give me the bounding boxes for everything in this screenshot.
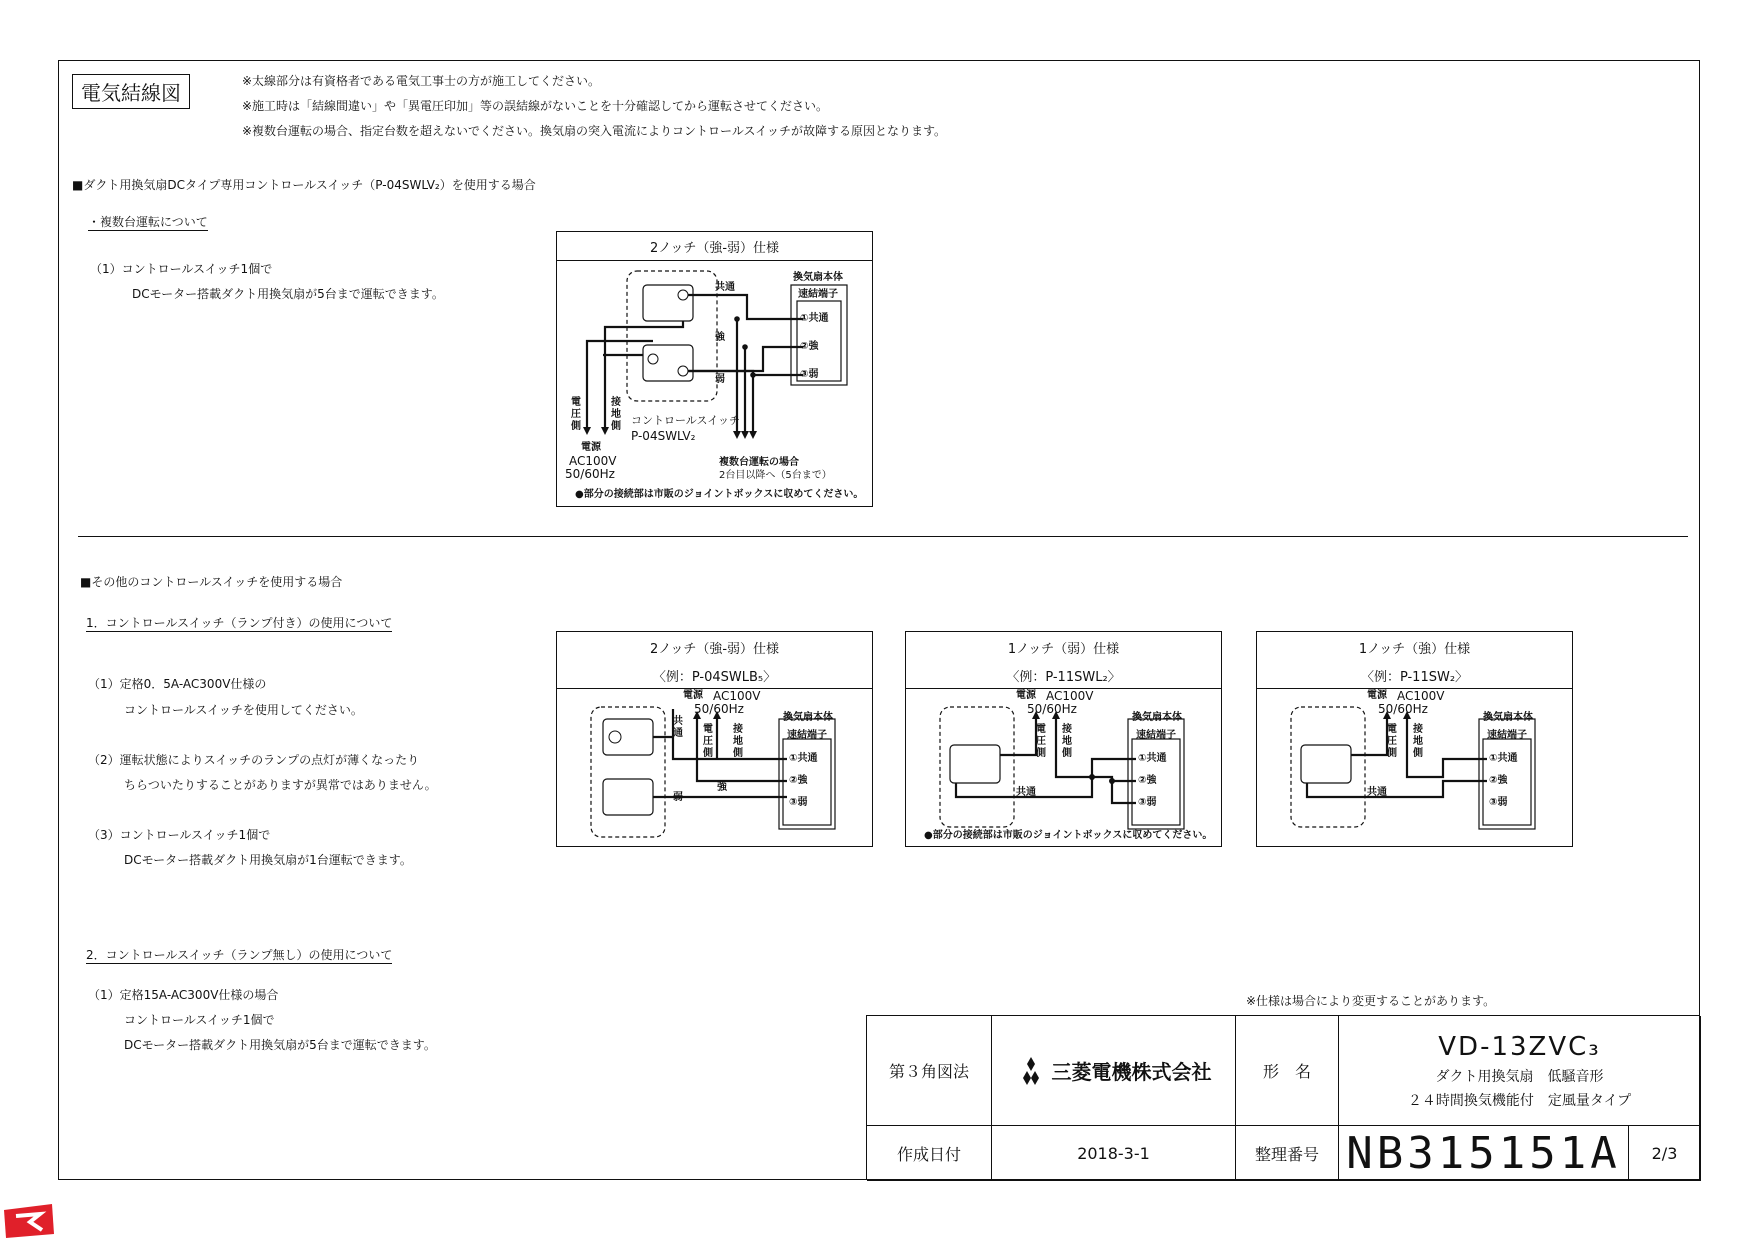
section-divider [78,536,1688,537]
note-1: ※太線部分は有資格者である電気工事士の方が施工してください。 [242,74,601,88]
mitsubishi-logo-icon [1016,1057,1046,1085]
s2-item1-5: （3）コントロールスイッチ1個で [88,828,271,842]
note-3: ※複数台運転の場合、指定台数を超えないでください。換気扇の突入電流によりコントロールスイッチが故障する原因となります。 [242,124,947,138]
d1-voltage-side: 電圧側 [571,397,581,432]
diagram-a [556,631,873,847]
d1-line-weak: 弱 [715,374,725,385]
da-term: 速結端子 [787,730,827,741]
title-block [866,1015,1700,1180]
d1-multi1: 複数台運転の場合 [719,457,799,468]
s2-item2-2: コントロールスイッチ1個で [124,1013,275,1027]
dc-t2: ②強 [1489,775,1508,786]
diagram-b-header2: 〈例：P-11SWL₂〉 [1006,670,1121,685]
s2-item1-3: （2）運転状態によりスイッチのランプの点灯が薄くなったり [88,753,420,767]
db-note: ●部分の接続部は市販のジョイントボックスに収めてください。 [924,830,1213,841]
da-strong: 強 [717,782,727,793]
da-hz: 50/60Hz [694,702,744,716]
d1-power: 電源 [581,442,601,453]
dc-hz: 50/60Hz [1378,702,1428,716]
s2-item1-4: ちらついたりすることがありますが異常ではありません。 [124,778,437,792]
dc-gside: 接地側 [1413,724,1423,759]
da-t1: ①共通 [789,753,818,764]
projection: 第３角図法 [888,1062,969,1081]
d1-t1: ①共通 [800,313,829,324]
s2-item1-2: コントロールスイッチを使用してください。 [124,703,363,717]
drawing-number: NB315151A [1346,1127,1621,1179]
projection-cell [867,1016,992,1126]
diagram-main [556,231,873,507]
model-desc-1: ダクト用換気扇 低騒音形 [1435,1068,1604,1085]
db-t3: ③弱 [1138,797,1157,808]
spec-note: ※仕様は場合により変更することがあります。 [1246,994,1496,1008]
db-power: 電源 [1016,690,1036,701]
number-label-cell [1236,1126,1339,1181]
d1-line-common: 共通 [715,282,735,293]
dc-t1: ①共通 [1489,753,1518,764]
d1-note: ●部分の接続部は市販のジョイントボックスに収めてください。 [575,489,864,500]
da-ac: AC100V [713,689,761,703]
page-cell [1629,1126,1701,1181]
d1-ac: AC100V [569,454,617,468]
diagram-c-header1: 1ノッチ（強）仕様 [1358,642,1471,657]
s2-item2-3: DCモーター搭載ダクト用換気扇が5台まで運転できます。 [124,1038,436,1052]
dc-t3: ③弱 [1489,797,1508,808]
date-label: 作成日付 [896,1144,961,1164]
section2-title: ■その他のコントロールスイッチを使用する場合 [80,575,343,589]
model-number: VD-13ZVC₃ [1438,1031,1601,1062]
dc-ac: AC100V [1397,689,1445,703]
diagram-a-header2: 〈例：P-04SWLB₅〉 [652,670,777,685]
dc-term: 速結端子 [1487,730,1527,741]
db-vside: 電圧側 [1036,724,1046,759]
d1-t3: ③弱 [800,369,819,380]
db-term: 速結端子 [1136,730,1176,741]
db-unit: 換気扇本体 [1132,712,1182,723]
diagram-main-header: 2ノッチ（強-弱）仕様 [649,241,780,256]
da-weak: 弱 [673,792,683,803]
diagram-b-header1: 1ノッチ（弱）仕様 [1007,642,1120,657]
d1-line-strong: 強 [715,332,725,343]
dc-unit: 換気扇本体 [1483,712,1533,723]
d1-t2: ②強 [800,341,819,352]
section2-sub2: 2．コントロールスイッチ（ランプ無し）の使用について [86,948,392,964]
db-gside: 接地側 [1062,724,1072,759]
dc-common: 共通 [1367,787,1387,798]
d1-ground-side: 接地側 [611,397,621,432]
section1-title: ■ダクト用換気扇DCタイプ専用コントロールスイッチ（P-04SWLV₂）を使用する場合 [72,178,536,192]
dc-vside: 電圧側 [1387,724,1397,759]
name-label-cell [1236,1016,1339,1126]
section1-item1-line1: （1）コントロールスイッチ1個で [90,262,273,276]
company-name: 三菱電機株式会社 [1051,1060,1212,1084]
da-common: 共通 [673,716,683,739]
d1-terminal-title: 速結端子 [798,289,838,300]
note-2: ※施工時は「結線間違い」や「異電圧印加」等の誤結線がないことを十分確認してから運転させてください。 [242,99,829,113]
s2-item1-6: DCモーター搭載ダクト用換気扇が1台運転できます。 [124,853,412,867]
date-cell [992,1126,1236,1181]
da-vside: 電圧側 [703,724,713,759]
d1-unit-title: 換気扇本体 [793,272,843,283]
db-t2: ②強 [1138,775,1157,786]
wiring-title: 電気結線図 [81,81,181,105]
db-hz: 50/60Hz [1027,702,1077,716]
name-label: 形 名 [1262,1062,1311,1081]
section1-subtitle: ・複数台運転について [88,215,208,231]
diagram-a-header1: 2ノッチ（強-弱）仕様 [649,642,780,657]
section2-sub1: 1．コントロールスイッチ（ランプ付き）の使用について [86,616,392,632]
diagram-b [905,631,1222,847]
s2-item1-1: （1）定格0．5A-AC300V仕様の [88,677,267,691]
d1-switch-model: P-04SWLV₂ [631,429,696,443]
diagram-c-header2: 〈例：P-11SW₂〉 [1360,670,1469,685]
model-desc-2: ２４時間換気機能付 定風量タイプ [1407,1092,1632,1109]
da-power: 電源 [683,690,703,701]
wiring-title-box [72,74,190,109]
corner-logo-icon [0,1200,58,1240]
number-cell [1339,1126,1629,1181]
db-ac: AC100V [1046,689,1094,703]
da-t3: ③弱 [789,797,808,808]
section1-item1-line2: DCモーター搭載ダクト用換気扇が5台まで運転できます。 [132,287,444,301]
company-cell [992,1016,1236,1126]
page-number: 2/3 [1651,1143,1678,1163]
da-gside: 接地側 [733,724,743,759]
da-t2: ②強 [789,775,808,786]
d1-switch-label: コントロールスイッチ [631,414,741,427]
dc-power: 電源 [1367,690,1387,701]
s2-item2-1: （1）定格15A-AC300V仕様の場合 [88,988,279,1002]
number-label: 整理番号 [1254,1144,1319,1164]
model-cell [1339,1016,1701,1126]
date-value: 2018-3-1 [1077,1143,1150,1163]
da-unit: 換気扇本体 [783,712,833,723]
diagram-c [1256,631,1573,847]
d1-multi2: 2台目以降へ（5台まで） [719,470,832,481]
db-common: 共通 [1016,787,1036,798]
db-t1: ①共通 [1138,753,1167,764]
d1-hz: 50/60Hz [565,467,615,481]
date-label-cell [867,1126,992,1181]
